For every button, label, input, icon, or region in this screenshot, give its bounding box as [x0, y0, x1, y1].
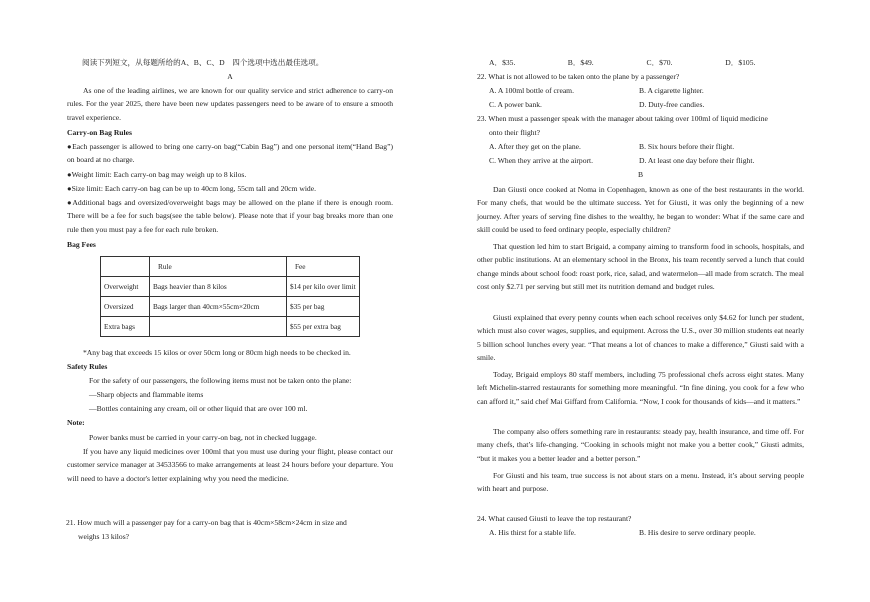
passage-b-paragraph: Dan Giusti once cooked at Noma in Copenhagen, known as one of the best restaurants in the world. For many chefs, that would be the ultimate success. Yet for Giusti, it was only the beginning of a new journey. After years of serving fine dishes to the wealthy, he began to wonder: What if the same care and skill could be used to feed ordinary people, especially children?	[477, 185, 804, 235]
passage-a-intro: As one of the leading airlines, we are known for our quality service and strict adherence to carry-on rules. For the year 2025, there have been new updates passengers need to be aware of to ensure a smooth travel experience.	[67, 86, 393, 122]
table-cell: $14 per kilo over limit	[287, 277, 360, 297]
note-power-banks: Power banks must be carried in your carry-on bag, not in checked luggage.	[89, 433, 317, 442]
option-c: C. A power bank.	[489, 100, 542, 109]
option-b: B. A cigarette lighter.	[639, 86, 704, 95]
option-a: A. His thirst for a stable life.	[489, 528, 576, 537]
passage-b-paragraph: For Giusti and his team, true success is not about stars on a menu. Instead, it’s about serving people with heart and purpose.	[477, 471, 804, 494]
option-d: D．$105.	[725, 58, 756, 67]
table-cell: Extra bags	[101, 317, 150, 337]
option-b: B．$49.	[567, 58, 594, 67]
note-liquid-medicines: If you have any liquid medicines over 100ml that you must use during your flight, please contact our customer service manager at 34533566 to make arrangements at least 24 hours before your departure. You will need to have a doctor's letter explaining why you need the medicine.	[67, 447, 393, 483]
table-note: *Any bag that exceeds 15 kilos or over 50cm long or 80cm high needs to be checked in.	[83, 348, 351, 357]
table-cell: $55 per extra bag	[287, 317, 360, 337]
question-23-options	[477, 154, 804, 167]
passage-b-paragraph: That question led him to start Brigaid, a company aiming to transform food in schools, hospitals, and other public institutions. At an elementary school in the Bronx, his team recently served a lunch that could change minds about school food: roast pork, rice, salad, and watermelon—all made from scratch. The meal cost only $2.71 per serving but still met its nutrition demand and budget rules.	[477, 242, 804, 292]
question-22: 22. What is not allowed to be taken onto the plane by a passenger?	[477, 72, 680, 81]
option-b: B. His desire to serve ordinary people.	[639, 528, 756, 537]
note-heading: Note:	[67, 418, 85, 427]
question-24-options	[477, 526, 804, 539]
question-21-options	[489, 56, 804, 69]
question-23: 23. When must a passenger speak with the manager about taking over 100ml of liquid medicine	[477, 114, 768, 123]
carry-on-heading: Carry-on Bag Rules	[67, 128, 132, 137]
table-row	[101, 317, 360, 337]
table-header-cell: Fee	[287, 257, 360, 277]
table-header-cell: Rule	[150, 257, 287, 277]
table-row	[101, 277, 360, 297]
table-header-cell	[101, 257, 150, 277]
carry-on-item: ●Weight limit: Each carry-on bag may weigh up to 8 kilos.	[67, 170, 247, 179]
table-cell: Bags heavier than 8 kilos	[150, 277, 287, 297]
table-row	[101, 297, 360, 317]
option-d: D. Duty-free candies.	[639, 100, 705, 109]
instruction: 阅读下列短文，从每题所给的A、B、C、D 四个选项中选出最佳选项。	[82, 58, 324, 67]
question-22-options	[477, 84, 804, 97]
option-c: C．$70.	[646, 58, 673, 67]
passage-a-title: A	[227, 72, 233, 81]
bag-fees-heading: Bag Fees	[67, 240, 96, 249]
question-24: 24. What caused Giusti to leave the top restaurant?	[477, 514, 632, 523]
passage-b-title: B	[637, 170, 644, 179]
safety-item: —Bottles containing any cream, oil or other liquid that are over 100 ml.	[89, 404, 308, 413]
table-cell: Bags larger than 40cm×55cm×20cm	[150, 297, 287, 317]
question-21-cont: weighs 13 kilos?	[78, 532, 130, 541]
option-c: C. When they arrive at the airport.	[489, 156, 594, 165]
table-cell: Overweight	[101, 277, 150, 297]
question-23-options	[477, 140, 804, 153]
option-a: A. After they get on the plane.	[489, 142, 581, 151]
table-cell: Oversized	[101, 297, 150, 317]
table-header-row	[101, 257, 360, 277]
option-a: A．$35.	[489, 58, 516, 67]
bag-fees-table	[100, 256, 360, 337]
option-d: D. At least one day before their flight.	[639, 156, 755, 165]
option-b: B. Six hours before their flight.	[639, 142, 735, 151]
carry-on-item: ●Each passenger is allowed to bring one carry-on bag(“Cabin Bag”) and one personal item(“Hand Bag”) on board at no charge.	[67, 142, 393, 165]
passage-b-paragraph: Today, Brigaid employs 80 staff members, including 75 professional chefs across eight states. Many left Michelin-starred restaurants for something more meaningful. “In fine dining, you cook for a few who can afford it,” said chef Mai Giffard from California. “Now, I cook for thousands of kids—and it matters.”	[477, 370, 804, 406]
safety-heading: Safety Rules	[67, 362, 108, 371]
carry-on-item: ●Additional bags and oversized/overweight bags may be allowed on the plane if there is enough room. There will be a fee for such bags(see the table below). Please note that if your bag breaks more than one rule then you must pay a fee for each rule broken.	[67, 198, 393, 234]
question-23-cont: onto their flight?	[489, 128, 541, 137]
safety-intro: For the safety of our passengers, the following items must not be taken onto the plane:	[89, 376, 352, 385]
carry-on-item: ●Size limit: Each carry-on bag can be up to 40cm long, 55cm tall and 20cm wide.	[67, 184, 316, 193]
table-cell: $35 per bag	[287, 297, 360, 317]
safety-item: —Sharp objects and flammable items	[89, 390, 204, 399]
question-21: 21. How much will a passenger pay for a carry-on bag that is 40cm×58cm×24cm in size and	[66, 518, 347, 527]
passage-b-paragraph: Giusti explained that every penny counts when each school receives only $4.62 for lunch per student, which must also cover wages, supplies, and equipment. Across the U.S., over 30 million students eat nearly 5 billion school lunches every year. “That means a lot of chances to make a difference,” Giusti said with a smile.	[477, 313, 804, 363]
table-cell	[150, 317, 287, 337]
option-a: A. A 100ml bottle of cream.	[489, 86, 574, 95]
question-22-options	[477, 98, 804, 111]
passage-b-paragraph: The company also offers something rare in restaurants: steady pay, health insurance, and time off. For many chefs, that’s life-changing. “Cooking in schools might not make you a better cook,” Giusti admits, “but it makes you a better leader and a better person.”	[477, 427, 804, 463]
